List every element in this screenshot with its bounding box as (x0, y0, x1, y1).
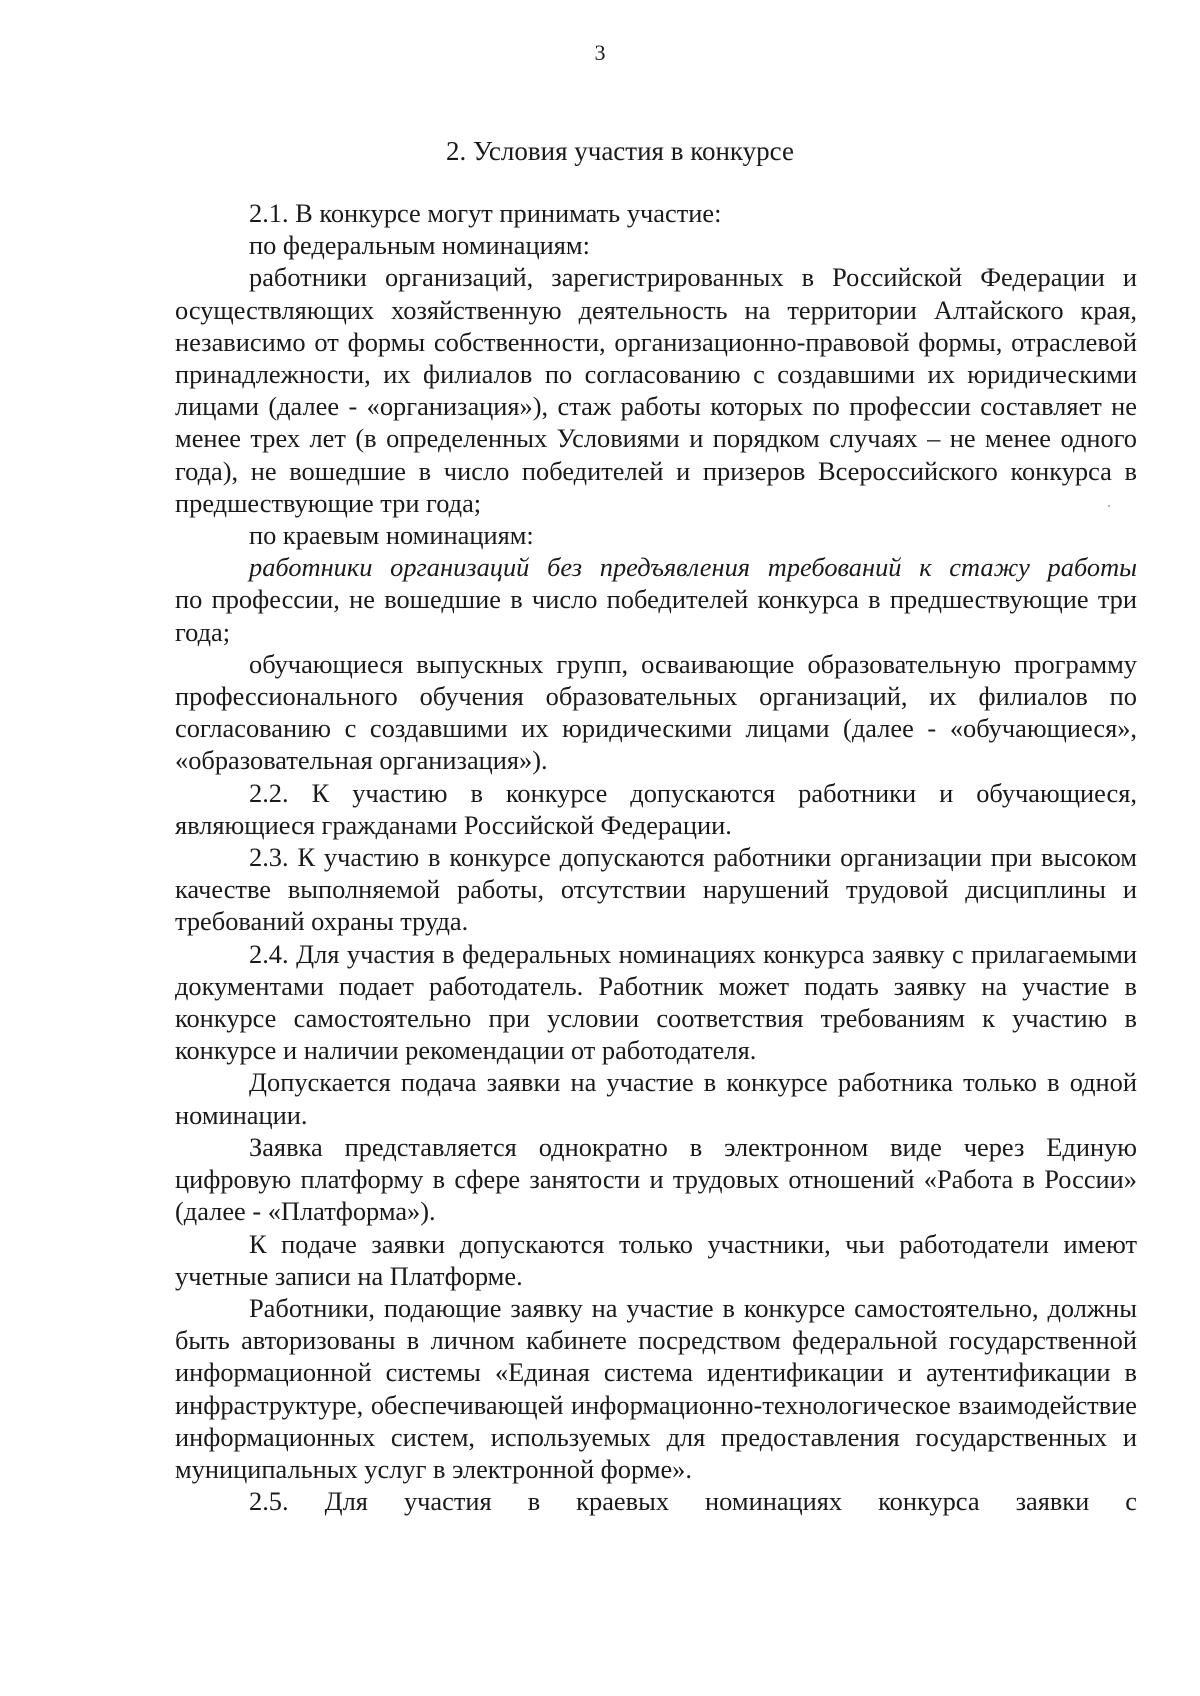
page-number: 3 (594, 40, 606, 65)
paragraph-2-4: 2.4. Для участия в федеральных номинациях конкурса заявку с прилагаемыми документами подает работодатель. Работник может подать заявку на участие в конкурсе самостоятельно при условии соответствия требованиям к участию в конкурсе и наличии рекомендации от работодателя. (175, 938, 1137, 1066)
document-body (175, 197, 1137, 1517)
paragraph-authorization: Работники, подающие заявку на участие в конкурсе самостоятельно, должны быть авторизованы в личном кабинете посредством федеральной государственной информационной системы «Единая система идентификации и аутентификации в инфраструктуре, обеспечивающей информационно-технологическое взаимодействие информационных систем, используемых для предоставления государственных и муниципальных услуг в электронной форме». (175, 1292, 1137, 1484)
paragraph-federal-nominations-heading: по федеральным номинациям: (249, 230, 590, 261)
margin-mark (1108, 505, 1110, 507)
paragraph-2-1-intro: 2.1. В конкурсе могут принимать участие: (249, 198, 722, 228)
paragraph-2-2: 2.2. К участию в конкурсе допускаются работники и обучающиеся, являющиеся гражданами Российской Федерации. (175, 777, 1137, 840)
italic-requirement-text: работники организаций без предъявления требований к стажу работы (249, 552, 1137, 583)
paragraph-students: обучающиеся выпускных групп, осваивающие образовательную программу профессионального обучения образовательных организаций, их филиалов по согласованию с создавшими их юридическими лицами (далее - «обучающиеся», «образовательная организация»). (175, 648, 1137, 776)
section-title: 2. Условия участия в конкурсе (446, 136, 794, 166)
paragraph-regional-workers-lead (175, 551, 1137, 583)
paragraph-2-5: 2.5. Для участия в краевых номинациях конкурса заявки с (249, 1486, 1137, 1517)
paragraph-single-nomination: Допускается подача заявки на участие в конкурсе работника только в одной номинации. (175, 1067, 1137, 1130)
paragraph-federal-nominations-workers: работники организаций, зарегистрированных в Российской Федерации и осуществляющих хозяйственную деятельность на территории Алтайского края, независимо от формы собственности, организационно-правовой формы, отраслевой принадлежности, их филиалов по согласованию с создавшими их юридическими лицами (далее - «организация»), стаж работы которых по профессии составляет не менее трех лет (в определенных Условиями и порядком случаях – не менее одного года), не вошедшие в число победителей и призеров Всероссийского конкурса в предшествующие три года; (175, 262, 1137, 518)
paragraph-2-3: 2.3. К участию в конкурсе допускаются работники организации при высоком качестве выполняемой работы, отсутствии нарушений трудовой дисциплины и требований охраны труда. (175, 842, 1137, 937)
paragraph-regional-workers-rest: по профессии, не вошедшие в число победителей конкурса в предшествующие три года; (175, 584, 1137, 647)
paragraph-employer-accounts: К подаче заявки допускаются только участники, чьи работодатели имеют учетные записи на Платформе. (175, 1228, 1137, 1291)
paragraph-regional-nominations-heading: по краевым номинациям: (249, 520, 534, 551)
paragraph-electronic-submission: Заявка представляется однократно в электронном виде через Единую цифровую платформу в сфере занятости и трудовых отношений «Работа в России» (далее - «Платформа»). (175, 1131, 1137, 1227)
